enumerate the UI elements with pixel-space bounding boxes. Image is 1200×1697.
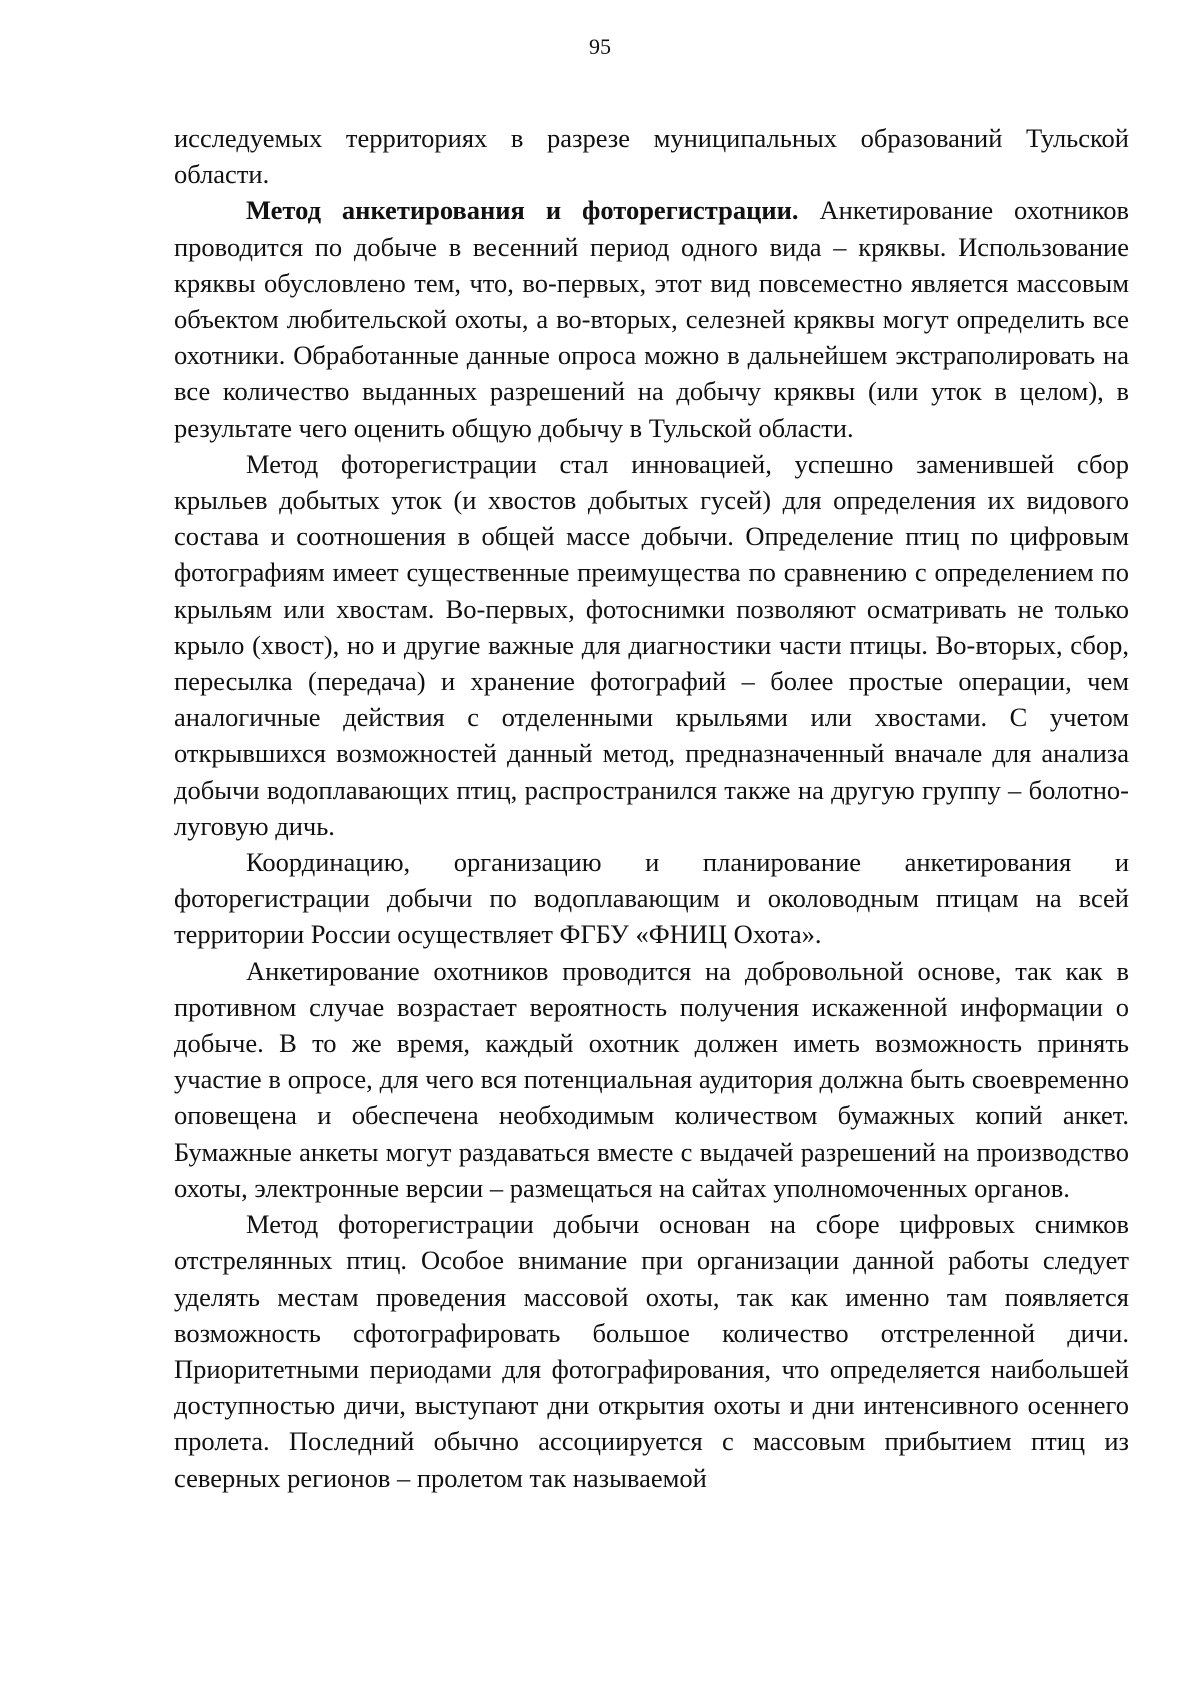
paragraph-photo-registration: Метод фоторегистрации стал инновацией, успешно заменившей сбор крыльев добытых уток (и хвостов добытых гусей) для определения их видового состава и соотношения в общей массе добычи. Определение птиц по цифровым фотографиям имеет существенные преимущества по сравнению с определением по крыльям или хвостам. Во-первых, фотоснимки позволяют осматривать не только крыло (хвост), но и другие важные для диагностики части птицы. Во-вторых, сбор, пересылка (передача) и хранение фотографий – более простые операции, чем аналогичные действия с отделенными крыльями или хвостами. С учетом открывшихся возможностей данный метод, предназначенный вначале для анализа добычи водоплавающих птиц, распространился также на другую группу – болотно-луговую дичь. <box>174 448 1129 841</box>
paragraph-coordination: Координацию, организацию и планирование анкетирования и фоторегистрации добычи по водоплавающим и околоводным птицам на всей территории России осуществляет ФГБУ «ФНИЦ Охота». <box>174 847 1129 950</box>
body-text <box>174 120 1129 1496</box>
section-heading-inline: Метод анкетирования и фоторегистрации. <box>246 195 799 226</box>
paragraph-text: Анкетирование охотников проводится по добыче в весенний период одного вида – кряквы. Использование кряквы обусловлено тем, что, во-первых, этот вид повсеместно является массовым объектом любительской охоты, а во-вторых, селезней кряквы могут определить все охотники. Обработанные данные опроса можно в дальнейшем экстраполировать на все количество выданных разрешений на добычу кряквы (или уток в целом), в результате чего оценить общую добычу в Тульской области. <box>174 195 1130 443</box>
paragraph-voluntary-survey: Анкетирование охотников проводится на добровольной основе, так как в противном случае возрастает вероятность получения искаженной информации о добыче. В то же время, каждый охотник должен иметь возможность принять участие в опросе, для чего вся потенциальная аудитория должна быть своевременно оповещена и обеспечена необходимым количеством бумажных копий анкет. Бумажные анкеты могут раздаваться вместе с выдачей разрешений на производство охоты, электронные версии – размещаться на сайтах уполномоченных органов. <box>174 955 1129 1203</box>
paragraph-continuation: исследуемых территориях в разрезе муниципальных образований Тульской области. <box>174 123 1129 190</box>
page-number: 95 <box>589 34 611 59</box>
paragraph-survey-method <box>174 192 1129 445</box>
paragraph-photo-method: Метод фоторегистрации добычи основан на сборе цифровых снимков отстрелянных птиц. Особое внимание при организации данной работы следует уделять местам проведения массовой охоты, так как именно там появляется возможность сфотографировать большое количество отстреленной дичи. Приоритетными периодами для фотографирования, что определяется наибольшей доступностью дичи, выступают дни открытия охоты и дни интенсивного осеннего пролета. Последний обычно ассоциируется с массовым прибытием птиц из северных регионов – пролетом так называемой <box>174 1209 1129 1493</box>
